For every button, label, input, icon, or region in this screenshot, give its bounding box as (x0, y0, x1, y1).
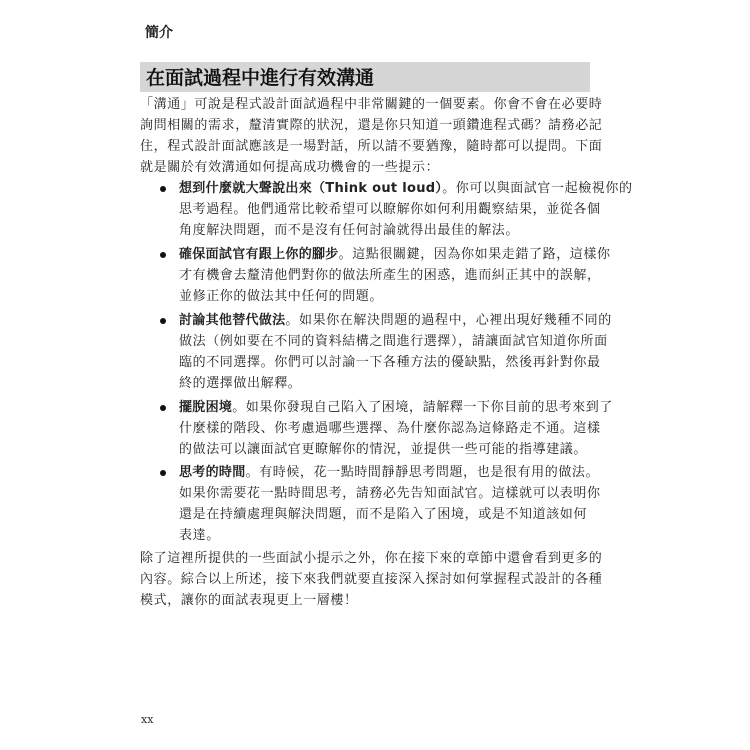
closing-line: 除了這裡所提供的一些面試小提示之外，你在接下來的章節中還會看到更多的 (140, 551, 603, 566)
bullet-line: 並修正你的做法其中任何的問題。 (179, 289, 384, 304)
bullet-text: 。你可以與面試官一起檢視你的 (442, 181, 633, 196)
bullet-first-line (179, 244, 611, 265)
bullet-icon (160, 470, 166, 476)
bullet-text: 。有時候，花一點時間靜靜思考問題，也是很有用的做法。 (245, 465, 600, 480)
bullet-line: 還是在持續處理與解決問題，而不是陷入了困境，或是不知道該如何 (179, 507, 588, 522)
list-item (160, 462, 601, 546)
bullet-line: 思考過程。他們通常比較希望可以瞭解你如何利用觀察結果，並從各個 (179, 202, 601, 217)
list-item (160, 178, 633, 241)
bullet-line: 什麼樣的階段、你考慮過哪些選擇、為什麼你認為這條路走不通。這樣 (179, 421, 601, 436)
section-title: 在面試過程中進行有效溝通 (146, 67, 375, 89)
bullet-line: 才有機會去釐清他們對你的做法所產生的困惑，進而糾正其中的誤解， (179, 268, 601, 283)
bullet-heading: 思考的時間 (179, 465, 246, 480)
list-item (160, 310, 612, 394)
bullet-line: 角度解決問題，而不是沒有任何討論就得出最佳的解法。 (179, 223, 520, 238)
bullet-heading: 討論其他替代做法 (179, 313, 286, 328)
closing-line: 模式，讓你的面試表現更上一層樓！ (140, 593, 358, 608)
bullet-heading: 確保面試官有跟上你的腳步 (179, 247, 339, 262)
bullet-line: 臨的不同選擇。你們可以討論一下各種方法的優缺點，然後再針對你最 (179, 355, 601, 370)
bullet-line: 終的選擇做出解釋。 (179, 376, 302, 391)
bullet-heading: 想到什麼就大聲說出來（Think out loud） (179, 181, 443, 196)
list-item (160, 397, 614, 460)
closing-paragraph (140, 548, 603, 611)
bullet-first-line (179, 397, 614, 418)
intro-paragraph (140, 94, 603, 178)
bullet-line: 如果你需要花一點時間思考，請務必先告知面試官。這樣就可以表明你 (179, 486, 601, 501)
intro-line: 詢問相關的需求，釐清實際的狀況，還是你只知道一頭鑽進程式碼？請務必記 (140, 118, 603, 133)
closing-line: 內容。綜合以上所述，接下來我們就要直接深入探討如何掌握程式設計的各種 (140, 572, 603, 587)
bullet-first-line (179, 462, 600, 483)
bullet-icon (160, 252, 166, 258)
intro-line: 「溝通」可說是程式設計面試過程中非常關鍵的一個要素。你會不會在必要時 (140, 97, 603, 112)
intro-line: 就是關於有效溝通如何提高成功機會的一些提示： (140, 160, 440, 175)
bullet-line: 表達。 (179, 528, 220, 543)
bullet-text: 。如果你在解決問題的過程中，心裡出現好幾種不同的 (285, 313, 612, 328)
bullet-icon (160, 405, 166, 411)
bullet-first-line (179, 178, 633, 199)
bullet-first-line (179, 310, 612, 331)
bullet-line: 的做法可以讓面試官更瞭解你的情況，並提供一些可能的指導建議。 (179, 442, 588, 457)
bullet-line: 做法（例如要在不同的資料結構之間進行選擇），請讓面試官知道你所面 (179, 334, 608, 349)
page-header: 簡介 (145, 25, 173, 41)
bullet-text: 。這點很關鍵，因為你如果走錯了路，這樣你 (338, 247, 611, 262)
bullet-heading: 擺脫困境 (179, 400, 233, 415)
bullet-text: 。如果你發現自己陷入了困境，請解釋一下你目前的思考來到了 (232, 400, 614, 415)
page-number: xx (141, 713, 154, 726)
bullet-icon (160, 186, 166, 192)
bullet-icon (160, 318, 166, 324)
list-item (160, 244, 611, 307)
intro-line: 住，程式設計面試應該是一場對話，所以請不要猶豫，隨時都可以提問。下面 (140, 139, 603, 154)
